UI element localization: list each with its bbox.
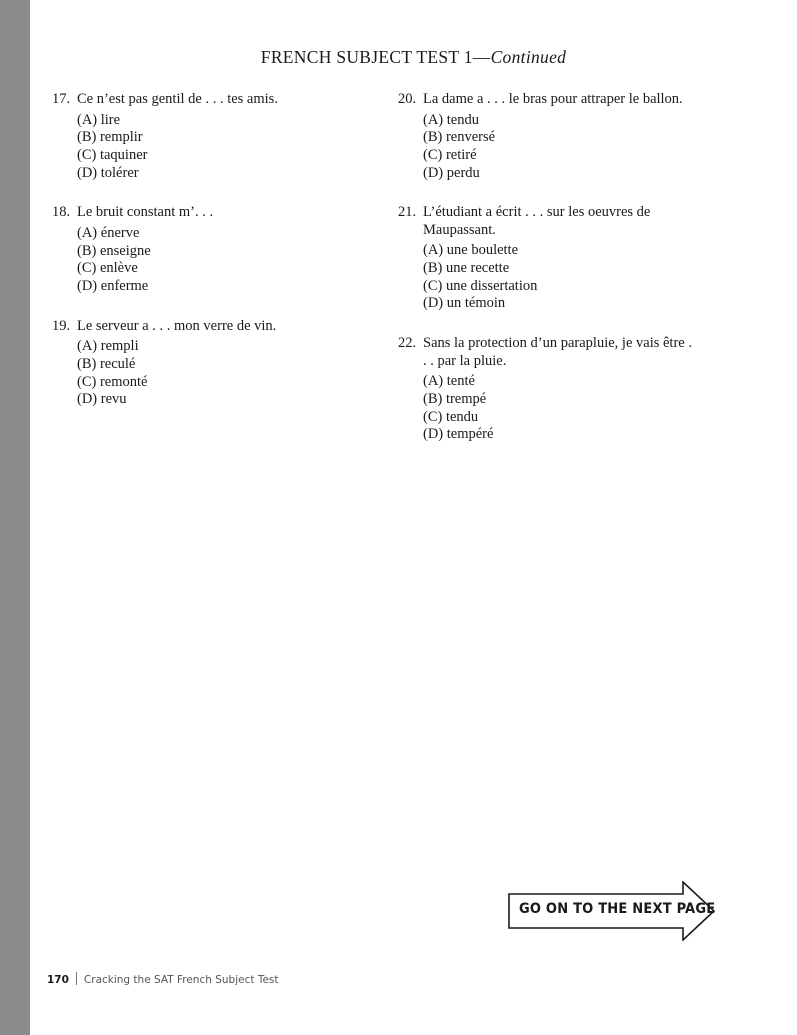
- page-margin-bar: [0, 0, 30, 1035]
- answer-options: [423, 373, 698, 444]
- answer-option-a: (A) tenté: [423, 373, 475, 390]
- right-question-column: [398, 91, 698, 466]
- answer-option-b: (B) enseigne: [77, 242, 151, 259]
- answer-option-c: (C) taquiner: [77, 146, 148, 163]
- page-title: [30, 47, 797, 68]
- title-main: FRENCH SUBJECT TEST 1—: [260, 47, 491, 67]
- answer-option-d: (D) un témoin: [423, 295, 506, 312]
- answer-option-c: (C) remonté: [77, 373, 148, 390]
- answer-option-b: (B) reculé: [77, 355, 136, 372]
- question-18: [52, 204, 352, 295]
- answer-option-a: (A) tendu: [423, 111, 479, 128]
- question-number: 21.: [398, 204, 417, 221]
- left-question-column: [52, 91, 352, 431]
- answer-option-c: (C) enlève: [77, 260, 138, 277]
- answer-option-c: (C) tendu: [423, 408, 479, 425]
- answer-options: [77, 225, 352, 296]
- question-stem: Le bruit constant m’. . .: [77, 204, 214, 221]
- footer-divider: [76, 972, 77, 985]
- question-stem: La dame a . . . le bras pour attraper le ballon.: [423, 91, 683, 107]
- answer-option-a: (A) énerve: [77, 224, 140, 241]
- question-19: [52, 318, 352, 409]
- answer-option-b: (B) remplir: [77, 129, 143, 146]
- question-17: [52, 91, 352, 182]
- answer-option-b: (B) une recette: [423, 260, 510, 277]
- answer-option-c: (C) retiré: [423, 146, 477, 163]
- answer-option-a: (A) lire: [77, 111, 121, 128]
- answer-option-c: (C) une dissertation: [423, 277, 538, 294]
- answer-option-a: (A) une boulette: [423, 242, 519, 259]
- question-number: 17.: [52, 91, 71, 107]
- book-title: Cracking the SAT French Subject Test: [83, 974, 279, 986]
- next-page-button[interactable]: [508, 881, 716, 941]
- answer-options: [423, 112, 698, 183]
- answer-option-d: (D) tempéré: [423, 426, 494, 443]
- answer-option-b: (B) trempé: [423, 390, 487, 407]
- next-page-label: GO ON TO THE NEXT PAGE: [519, 901, 716, 917]
- answer-option-d: (D) enferme: [77, 277, 149, 294]
- question-number: 20.: [398, 91, 417, 107]
- question-stem: L’étudiant a écrit . . . sur les oeuvres de Maupassant.: [423, 204, 651, 238]
- answer-option-d: (D) perdu: [423, 164, 480, 181]
- answer-options: [77, 112, 352, 183]
- answer-option-a: (A) rempli: [77, 338, 139, 355]
- answer-options: [423, 242, 698, 313]
- question-22: [398, 335, 698, 444]
- question-stem: Le serveur a . . . mon verre de vin.: [77, 317, 277, 334]
- title-continued: Continued: [490, 47, 567, 67]
- answer-options: [77, 338, 352, 409]
- page-footer: [47, 972, 279, 986]
- question-stem: Sans la protection d’un parapluie, je vais être . . . par la pluie.: [423, 335, 692, 369]
- question-number: 19.: [52, 317, 71, 334]
- question-stem: Ce n’est pas gentil de . . . tes amis.: [77, 91, 278, 107]
- answer-option-b: (B) renversé: [423, 129, 496, 146]
- answer-option-d: (D) revu: [77, 391, 127, 408]
- question-20: [398, 91, 698, 182]
- question-21: [398, 204, 698, 313]
- page-number: 170: [47, 974, 69, 986]
- answer-option-d: (D) tolérer: [77, 164, 139, 181]
- question-number: 22.: [398, 335, 417, 352]
- question-number: 18.: [52, 204, 71, 221]
